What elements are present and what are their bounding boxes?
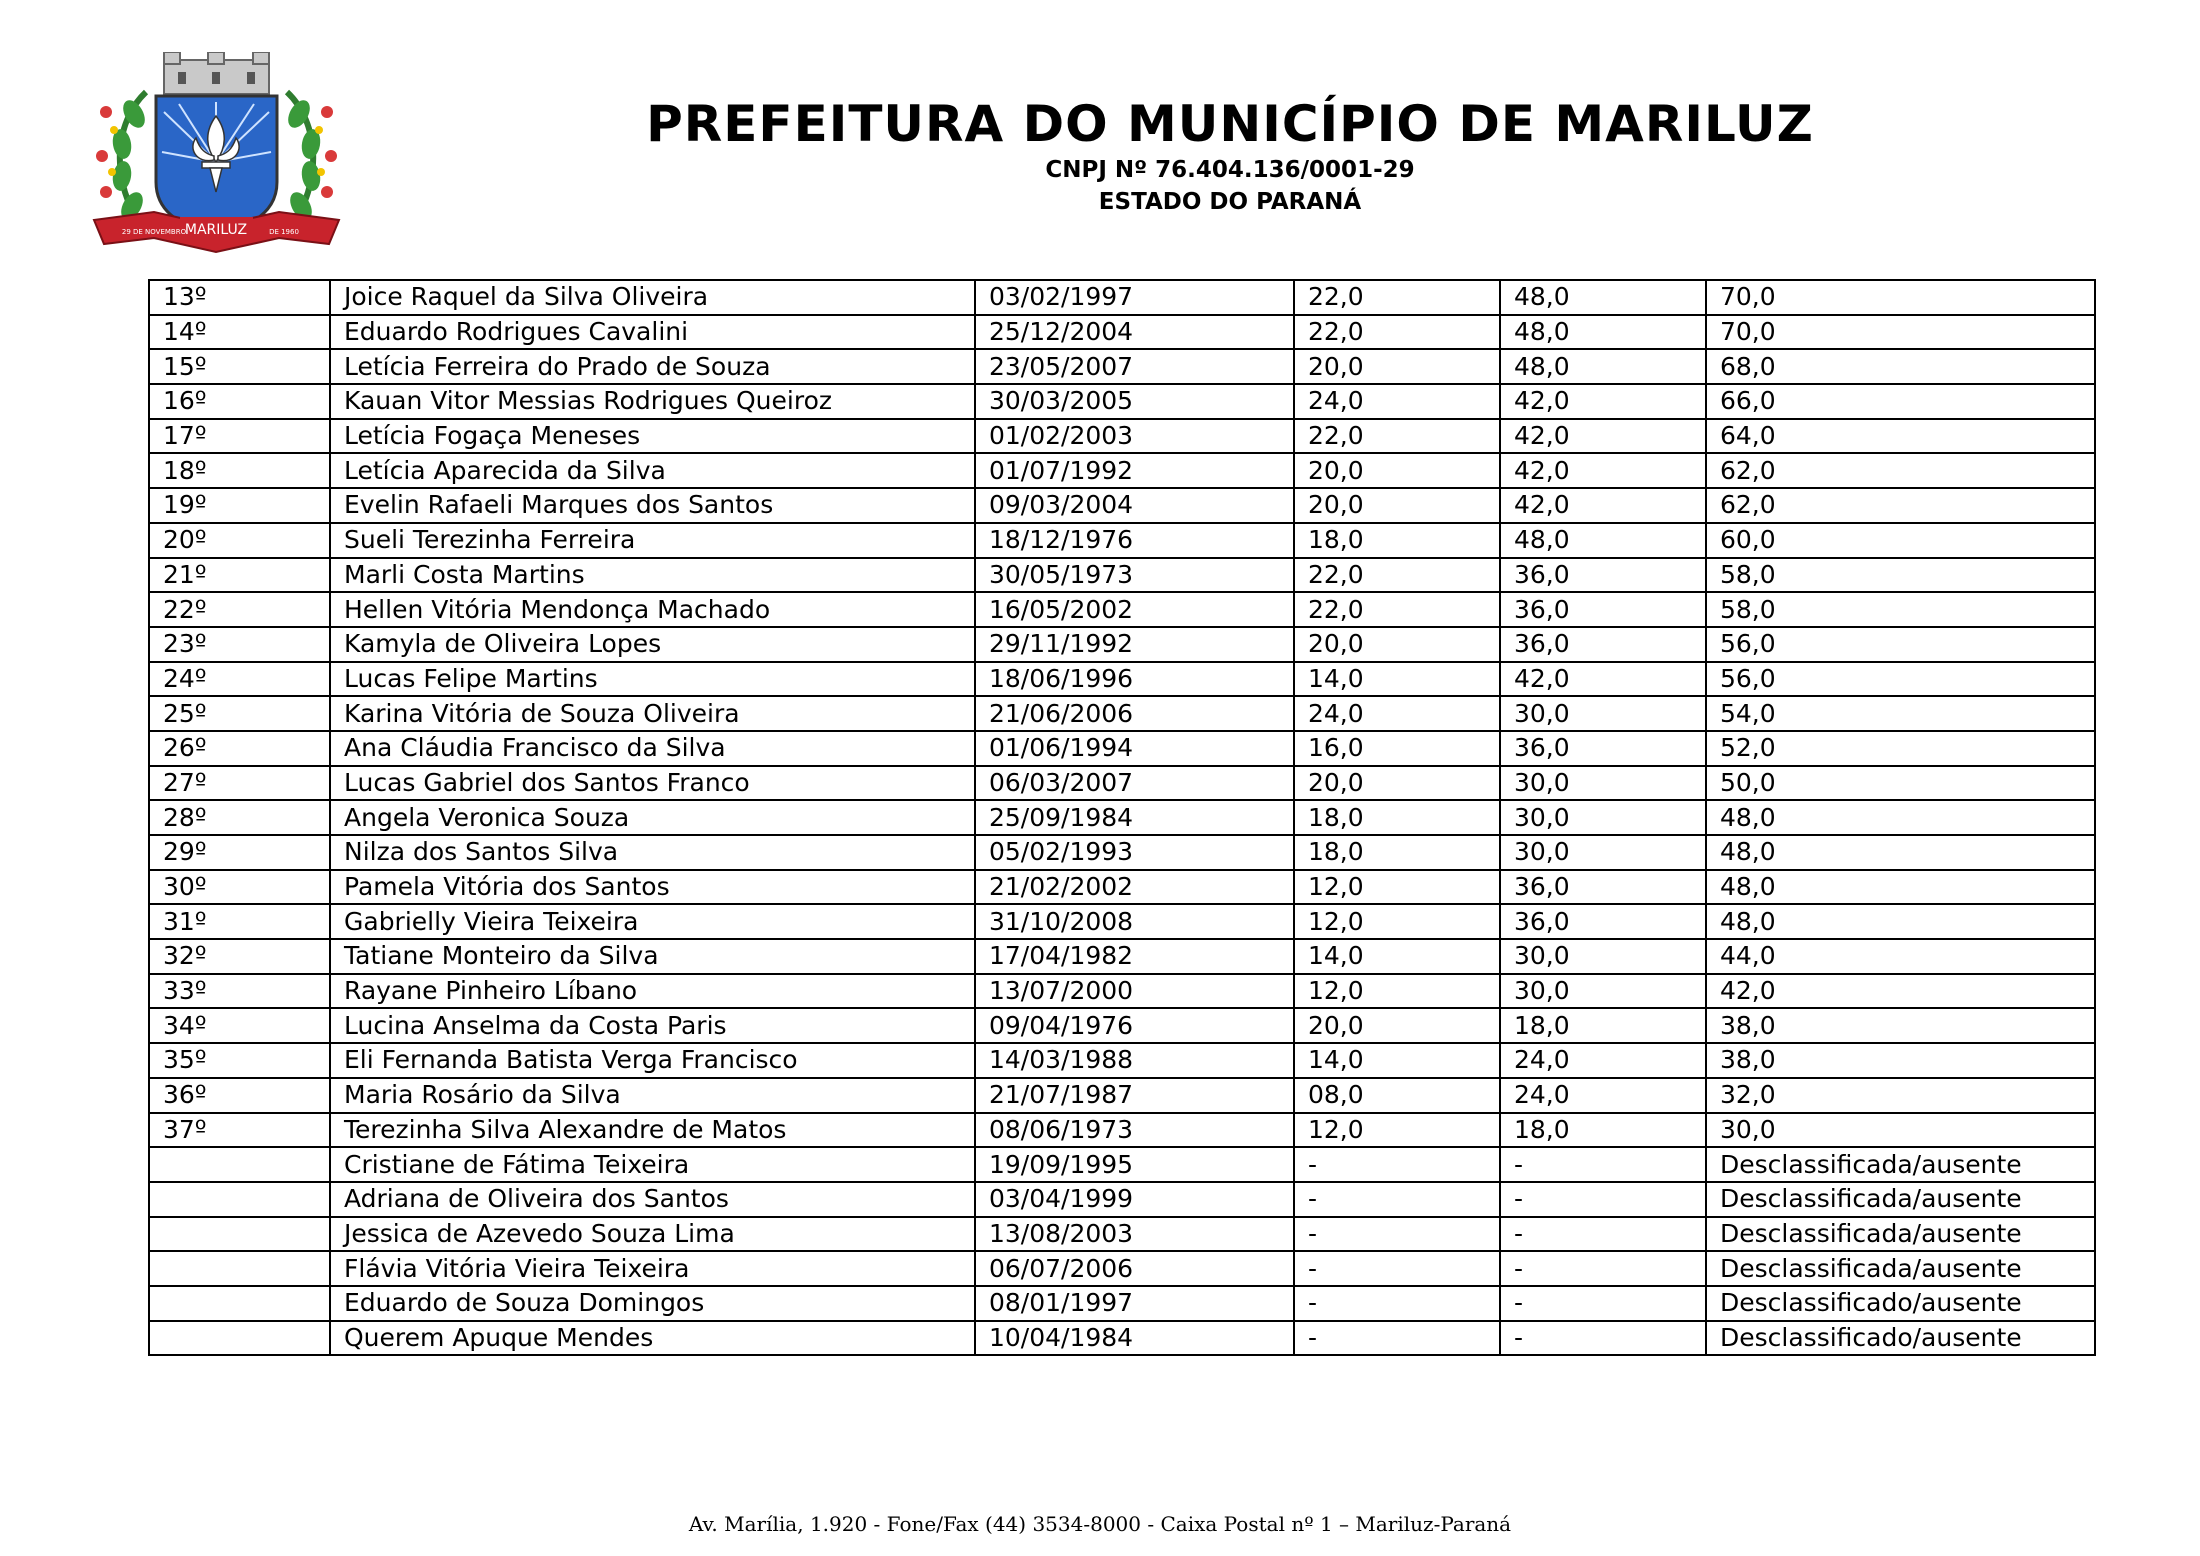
birth-date-cell: 08/01/1997 — [975, 1286, 1294, 1321]
table-row — [149, 315, 2095, 350]
table-row — [149, 974, 2095, 1009]
candidate-name-cell: Querem Apuque Mendes — [330, 1321, 975, 1356]
total-cell: 30,0 — [1706, 1113, 2095, 1148]
position-cell: 26º — [149, 731, 330, 766]
table-row — [149, 453, 2095, 488]
score-1-cell: 12,0 — [1294, 1113, 1500, 1148]
position-cell: 25º — [149, 696, 330, 731]
position-cell — [149, 1217, 330, 1252]
table-row — [149, 1078, 2095, 1113]
score-1-cell: 14,0 — [1294, 1043, 1500, 1078]
total-cell: Desclassificado/ausente — [1706, 1321, 2095, 1356]
score-1-cell: - — [1294, 1147, 1500, 1182]
total-cell: 64,0 — [1706, 419, 2095, 454]
birth-date-cell: 03/02/1997 — [975, 280, 1294, 315]
table-row — [149, 1217, 2095, 1252]
total-cell: 70,0 — [1706, 315, 2095, 350]
position-cell: 31º — [149, 904, 330, 939]
score-2-cell: 30,0 — [1500, 696, 1706, 731]
score-1-cell: - — [1294, 1321, 1500, 1356]
total-cell: 66,0 — [1706, 384, 2095, 419]
table-row — [149, 1147, 2095, 1182]
cnpj-line: CNPJ Nº 76.404.136/0001-29 — [1045, 157, 1415, 183]
score-1-cell: - — [1294, 1182, 1500, 1217]
total-cell: 62,0 — [1706, 488, 2095, 523]
results-table-body — [149, 280, 2095, 1355]
candidate-name-cell: Jessica de Azevedo Souza Lima — [330, 1217, 975, 1252]
score-1-cell: 14,0 — [1294, 939, 1500, 974]
position-cell: 24º — [149, 662, 330, 697]
birth-date-cell: 21/02/2002 — [975, 870, 1294, 905]
candidate-name-cell: Evelin Rafaeli Marques dos Santos — [330, 488, 975, 523]
table-row — [149, 662, 2095, 697]
total-cell: Desclassificado/ausente — [1706, 1286, 2095, 1321]
municipal-coat-of-arms — [84, 52, 349, 267]
total-cell: 60,0 — [1706, 523, 2095, 558]
position-cell: 16º — [149, 384, 330, 419]
birth-date-cell: 01/06/1994 — [975, 731, 1294, 766]
total-cell: 48,0 — [1706, 870, 2095, 905]
total-cell: Desclassificada/ausente — [1706, 1251, 2095, 1286]
score-1-cell: 20,0 — [1294, 349, 1500, 384]
birth-date-cell: 29/11/1992 — [975, 627, 1294, 662]
position-cell: 22º — [149, 592, 330, 627]
score-1-cell: 22,0 — [1294, 558, 1500, 593]
score-2-cell: - — [1500, 1217, 1706, 1252]
total-cell: 70,0 — [1706, 280, 2095, 315]
footer-address: Av. Marília, 1.920 - Fone/Fax (44) 3534-8000 - Caixa Postal nº 1 – Mariluz-Paraná — [688, 1512, 1512, 1536]
candidate-name-cell: Kamyla de Oliveira Lopes — [330, 627, 975, 662]
score-2-cell: 48,0 — [1500, 280, 1706, 315]
total-cell: 50,0 — [1706, 766, 2095, 801]
position-cell — [149, 1286, 330, 1321]
position-cell — [149, 1182, 330, 1217]
table-row — [149, 627, 2095, 662]
position-cell — [149, 1321, 330, 1356]
table-row — [149, 592, 2095, 627]
candidate-name-cell: Terezinha Silva Alexandre de Matos — [330, 1113, 975, 1148]
total-cell: 58,0 — [1706, 558, 2095, 593]
birth-date-cell: 06/03/2007 — [975, 766, 1294, 801]
candidate-name-cell: Nilza dos Santos Silva — [330, 835, 975, 870]
candidate-name-cell: Ana Cláudia Francisco da Silva — [330, 731, 975, 766]
score-2-cell: 48,0 — [1500, 523, 1706, 558]
candidate-name-cell: Karina Vitória de Souza Oliveira — [330, 696, 975, 731]
total-cell: 56,0 — [1706, 662, 2095, 697]
table-row — [149, 488, 2095, 523]
total-cell: 68,0 — [1706, 349, 2095, 384]
birth-date-cell: 10/04/1984 — [975, 1321, 1294, 1356]
total-cell: Desclassificada/ausente — [1706, 1147, 2095, 1182]
birth-date-cell: 13/07/2000 — [975, 974, 1294, 1009]
position-cell: 21º — [149, 558, 330, 593]
total-cell: 38,0 — [1706, 1008, 2095, 1043]
score-1-cell: 18,0 — [1294, 523, 1500, 558]
score-2-cell: 42,0 — [1500, 488, 1706, 523]
candidate-name-cell: Rayane Pinheiro Líbano — [330, 974, 975, 1009]
total-cell: 52,0 — [1706, 731, 2095, 766]
candidate-name-cell: Angela Veronica Souza — [330, 800, 975, 835]
table-row — [149, 800, 2095, 835]
candidate-name-cell: Letícia Aparecida da Silva — [330, 453, 975, 488]
position-cell: 14º — [149, 315, 330, 350]
candidate-name-cell: Flávia Vitória Vieira Teixeira — [330, 1251, 975, 1286]
position-cell: 32º — [149, 939, 330, 974]
total-cell: 44,0 — [1706, 939, 2095, 974]
score-1-cell: 20,0 — [1294, 453, 1500, 488]
score-1-cell: - — [1294, 1251, 1500, 1286]
score-2-cell: 36,0 — [1500, 592, 1706, 627]
total-cell: 32,0 — [1706, 1078, 2095, 1113]
score-2-cell: 42,0 — [1500, 453, 1706, 488]
birth-date-cell: 21/06/2006 — [975, 696, 1294, 731]
state-line: ESTADO DO PARANÁ — [1098, 189, 1362, 215]
table-row — [149, 523, 2095, 558]
page-title: PREFEITURA DO MUNICÍPIO DE MARILUZ — [646, 95, 1814, 153]
position-cell — [149, 1251, 330, 1286]
total-cell: 42,0 — [1706, 974, 2095, 1009]
score-2-cell: 18,0 — [1500, 1008, 1706, 1043]
position-cell: 27º — [149, 766, 330, 801]
document-header — [400, 94, 2060, 218]
birth-date-cell: 23/05/2007 — [975, 349, 1294, 384]
score-2-cell: 30,0 — [1500, 800, 1706, 835]
birth-date-cell: 25/09/1984 — [975, 800, 1294, 835]
table-row — [149, 696, 2095, 731]
total-cell: 38,0 — [1706, 1043, 2095, 1078]
table-row — [149, 939, 2095, 974]
table-row — [149, 1251, 2095, 1286]
score-2-cell: - — [1500, 1286, 1706, 1321]
birth-date-cell: 30/05/1973 — [975, 558, 1294, 593]
logo-name-text: MARILUZ — [184, 222, 248, 238]
position-cell: 29º — [149, 835, 330, 870]
position-cell: 34º — [149, 1008, 330, 1043]
birth-date-cell: 21/07/1987 — [975, 1078, 1294, 1113]
table-row — [149, 280, 2095, 315]
total-cell: 58,0 — [1706, 592, 2095, 627]
birth-date-cell: 19/09/1995 — [975, 1147, 1294, 1182]
score-2-cell: 42,0 — [1500, 662, 1706, 697]
candidate-name-cell: Tatiane Monteiro da Silva — [330, 939, 975, 974]
position-cell: 36º — [149, 1078, 330, 1113]
total-cell: 48,0 — [1706, 835, 2095, 870]
position-cell: 30º — [149, 870, 330, 905]
position-cell: 35º — [149, 1043, 330, 1078]
score-1-cell: 12,0 — [1294, 870, 1500, 905]
candidate-name-cell: Letícia Ferreira do Prado de Souza — [330, 349, 975, 384]
total-cell: 62,0 — [1706, 453, 2095, 488]
score-2-cell: 30,0 — [1500, 939, 1706, 974]
total-cell: 56,0 — [1706, 627, 2095, 662]
position-cell: 17º — [149, 419, 330, 454]
birth-date-cell: 17/04/1982 — [975, 939, 1294, 974]
score-2-cell: 36,0 — [1500, 627, 1706, 662]
position-cell: 15º — [149, 349, 330, 384]
birth-date-cell: 09/03/2004 — [975, 488, 1294, 523]
score-2-cell: 30,0 — [1500, 766, 1706, 801]
birth-date-cell: 31/10/2008 — [975, 904, 1294, 939]
score-1-cell: 18,0 — [1294, 835, 1500, 870]
candidate-name-cell: Joice Raquel da Silva Oliveira — [330, 280, 975, 315]
total-cell: Desclassificada/ausente — [1706, 1182, 2095, 1217]
birth-date-cell: 14/03/1988 — [975, 1043, 1294, 1078]
score-1-cell: 16,0 — [1294, 731, 1500, 766]
score-1-cell: 18,0 — [1294, 800, 1500, 835]
score-1-cell: 08,0 — [1294, 1078, 1500, 1113]
score-2-cell: - — [1500, 1251, 1706, 1286]
candidate-name-cell: Eli Fernanda Batista Verga Francisco — [330, 1043, 975, 1078]
score-2-cell: 36,0 — [1500, 904, 1706, 939]
table-row — [149, 558, 2095, 593]
logo-date-right-text: DE 1960 — [269, 228, 299, 236]
score-1-cell: 22,0 — [1294, 315, 1500, 350]
candidate-name-cell: Maria Rosário da Silva — [330, 1078, 975, 1113]
birth-date-cell: 30/03/2005 — [975, 384, 1294, 419]
score-1-cell: 20,0 — [1294, 627, 1500, 662]
birth-date-cell: 01/07/1992 — [975, 453, 1294, 488]
table-row — [149, 1286, 2095, 1321]
score-1-cell: 24,0 — [1294, 696, 1500, 731]
table-row — [149, 731, 2095, 766]
score-2-cell: 30,0 — [1500, 974, 1706, 1009]
birth-date-cell: 06/07/2006 — [975, 1251, 1294, 1286]
birth-date-cell: 09/04/1976 — [975, 1008, 1294, 1043]
position-cell: 20º — [149, 523, 330, 558]
table-row — [149, 1321, 2095, 1356]
score-1-cell: 22,0 — [1294, 280, 1500, 315]
score-2-cell: 42,0 — [1500, 419, 1706, 454]
candidate-name-cell: Adriana de Oliveira dos Santos — [330, 1182, 975, 1217]
table-row — [149, 349, 2095, 384]
birth-date-cell: 18/06/1996 — [975, 662, 1294, 697]
score-2-cell: 48,0 — [1500, 315, 1706, 350]
score-1-cell: 14,0 — [1294, 662, 1500, 697]
score-2-cell: 36,0 — [1500, 558, 1706, 593]
score-1-cell: 12,0 — [1294, 904, 1500, 939]
position-cell: 37º — [149, 1113, 330, 1148]
score-2-cell: 36,0 — [1500, 731, 1706, 766]
position-cell: 23º — [149, 627, 330, 662]
score-2-cell: 42,0 — [1500, 384, 1706, 419]
score-1-cell: 24,0 — [1294, 384, 1500, 419]
table-row — [149, 384, 2095, 419]
candidate-name-cell: Gabrielly Vieira Teixeira — [330, 904, 975, 939]
table-row — [149, 904, 2095, 939]
candidate-name-cell: Lucina Anselma da Costa Paris — [330, 1008, 975, 1043]
total-cell: 54,0 — [1706, 696, 2095, 731]
score-2-cell: 36,0 — [1500, 870, 1706, 905]
candidate-name-cell: Sueli Terezinha Ferreira — [330, 523, 975, 558]
birth-date-cell: 16/05/2002 — [975, 592, 1294, 627]
table-row — [149, 1113, 2095, 1148]
total-cell: Desclassificada/ausente — [1706, 1217, 2095, 1252]
score-1-cell: 20,0 — [1294, 766, 1500, 801]
results-table — [148, 279, 2096, 1356]
score-2-cell: - — [1500, 1147, 1706, 1182]
score-2-cell: 24,0 — [1500, 1078, 1706, 1113]
score-1-cell: 20,0 — [1294, 1008, 1500, 1043]
score-1-cell: 20,0 — [1294, 488, 1500, 523]
table-row — [149, 870, 2095, 905]
position-cell: 28º — [149, 800, 330, 835]
candidate-name-cell: Kauan Vitor Messias Rodrigues Queiroz — [330, 384, 975, 419]
score-2-cell: - — [1500, 1182, 1706, 1217]
position-cell — [149, 1147, 330, 1182]
birth-date-cell: 18/12/1976 — [975, 523, 1294, 558]
score-1-cell: - — [1294, 1286, 1500, 1321]
candidate-name-cell: Pamela Vitória dos Santos — [330, 870, 975, 905]
candidate-name-cell: Letícia Fogaça Meneses — [330, 419, 975, 454]
coat-of-arms-icon — [84, 52, 349, 267]
candidate-name-cell: Eduardo de Souza Domingos — [330, 1286, 975, 1321]
score-2-cell: 30,0 — [1500, 835, 1706, 870]
position-cell: 33º — [149, 974, 330, 1009]
birth-date-cell: 03/04/1999 — [975, 1182, 1294, 1217]
table-row — [149, 419, 2095, 454]
candidate-name-cell: Lucas Felipe Martins — [330, 662, 975, 697]
birth-date-cell: 01/02/2003 — [975, 419, 1294, 454]
score-2-cell: 18,0 — [1500, 1113, 1706, 1148]
score-1-cell: - — [1294, 1217, 1500, 1252]
candidate-name-cell: Eduardo Rodrigues Cavalini — [330, 315, 975, 350]
score-2-cell: - — [1500, 1321, 1706, 1356]
position-cell: 19º — [149, 488, 330, 523]
score-1-cell: 22,0 — [1294, 592, 1500, 627]
score-1-cell: 22,0 — [1294, 419, 1500, 454]
table-row — [149, 766, 2095, 801]
total-cell: 48,0 — [1706, 800, 2095, 835]
candidate-name-cell: Cristiane de Fátima Teixeira — [330, 1147, 975, 1182]
table-row — [149, 1043, 2095, 1078]
birth-date-cell: 25/12/2004 — [975, 315, 1294, 350]
candidate-name-cell: Hellen Vitória Mendonça Machado — [330, 592, 975, 627]
candidate-name-cell: Lucas Gabriel dos Santos Franco — [330, 766, 975, 801]
table-row — [149, 1182, 2095, 1217]
birth-date-cell: 05/02/1993 — [975, 835, 1294, 870]
table-row — [149, 1008, 2095, 1043]
logo-date-left-text: 29 DE NOVEMBRO — [121, 228, 187, 236]
table-row — [149, 835, 2095, 870]
score-2-cell: 24,0 — [1500, 1043, 1706, 1078]
position-cell: 13º — [149, 280, 330, 315]
candidate-name-cell: Marli Costa Martins — [330, 558, 975, 593]
score-2-cell: 48,0 — [1500, 349, 1706, 384]
total-cell: 48,0 — [1706, 904, 2095, 939]
birth-date-cell: 13/08/2003 — [975, 1217, 1294, 1252]
birth-date-cell: 08/06/1973 — [975, 1113, 1294, 1148]
score-1-cell: 12,0 — [1294, 974, 1500, 1009]
position-cell: 18º — [149, 453, 330, 488]
